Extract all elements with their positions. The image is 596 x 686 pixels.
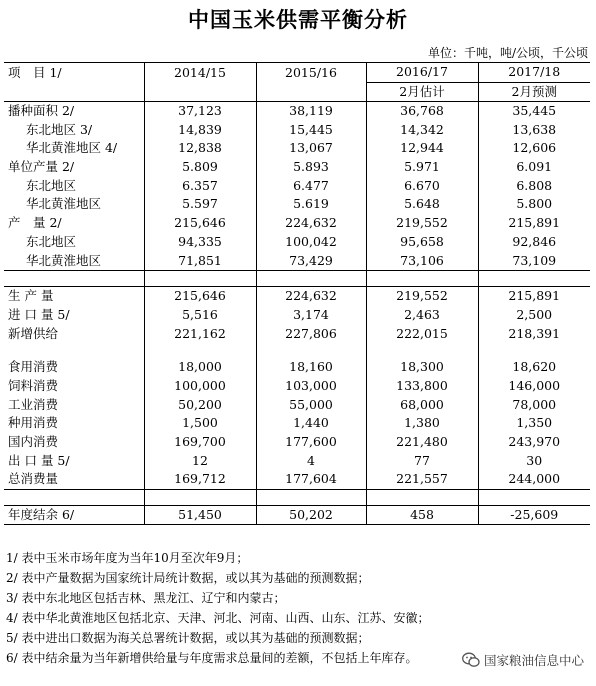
footnote: 4/ 表中华北黄淮地区包括北京、天津、河北、河南、山西、山东、江苏、安徽；	[6, 611, 430, 625]
units-label: 单位：千吨，吨/公顷，千公顷	[427, 46, 588, 60]
header-year: 2015/16	[256, 63, 366, 83]
row-label: 华北黄淮地区	[26, 196, 102, 212]
row-label: 产 量 2/	[8, 215, 62, 231]
footnote: 5/ 表中进出口数据为海关总署统计数据，或以其为基础的预测数据；	[6, 631, 370, 645]
row-label: 出 口 量 5/	[8, 452, 70, 468]
chat-bubble-icon	[462, 652, 480, 668]
header-item: 项 目 1/	[4, 63, 144, 83]
table-row: 食用消费 18,000 18,160 18,300 18,620	[4, 358, 590, 377]
table-row: 新增供给 221,162 227,806 222,015 218,391	[4, 324, 590, 343]
table-row: 东北地区 94,335 100,042 95,658 92,846	[4, 233, 590, 252]
table-row: 饲料消费 100,000 103,000 133,800 146,000	[4, 377, 590, 396]
row-label: 东北地区	[26, 233, 77, 249]
table-row: 华北黄淮地区 5.597 5.619 5.648 5.800	[4, 195, 590, 214]
spacer-row	[4, 343, 590, 358]
row-label: 种用消费	[8, 415, 59, 431]
row-label: 饲料消费	[8, 377, 59, 393]
table-row: 进 口 量 5/ 5,516 3,174 2,463 2,500	[4, 306, 590, 325]
row-label: 总消费量	[4, 470, 144, 489]
row-label: 国内消费	[8, 434, 59, 450]
footnote: 2/ 表中产量数据为国家统计局统计数据，或以其为基础的预测数据；	[6, 571, 370, 585]
table-row: 出 口 量 5/ 12 4 77 30	[4, 451, 590, 470]
table-row: 工业消费 50,200 55,000 68,000 78,000	[4, 395, 590, 414]
header-year: 2017/18	[478, 63, 590, 83]
footnotes	[6, 548, 430, 668]
header-sub-estimate: 2月估计	[366, 82, 478, 101]
header-subrow	[4, 82, 590, 101]
footnote: 6/ 表中结余量为当年新增供给量与年度需求总量间的差额，不包括上年库存。	[6, 651, 418, 665]
table-row: 东北地区 3/ 14,839 15,445 14,342 13,638	[4, 120, 590, 139]
watermark-text: 国家粮油信息中心	[483, 653, 584, 668]
header-sub-forecast: 2月预测	[478, 82, 590, 101]
table-row: 单位产量 2/ 5.809 5.893 5.971 6.091	[4, 158, 590, 177]
spacer-row	[4, 489, 590, 505]
spacer-row	[4, 270, 590, 286]
row-label: 东北地区 3/	[26, 121, 93, 137]
table-row: 总消费量 169,712 177,604 221,557 244,000	[4, 470, 590, 489]
header-row	[4, 63, 590, 83]
row-label: 新增供给	[8, 325, 59, 341]
corn-balance-table	[4, 62, 590, 525]
table-row: 年度结余 6/ 51,450 50,202 458 -25,609	[4, 505, 590, 525]
watermark	[460, 650, 586, 670]
footnote: 1/ 表中玉米市场年度为当年10月至次年9月；	[6, 551, 249, 565]
row-label: 华北黄淮地区 4/	[26, 140, 118, 156]
page-title: 中国玉米供需平衡分析	[188, 8, 408, 32]
table-row: 产 量 2/ 215,646 224,632 219,552 215,891	[4, 214, 590, 233]
row-label: 年度结余 6/	[4, 505, 144, 525]
row-label: 播种面积 2/	[8, 103, 75, 119]
row-label: 工业消费	[8, 396, 59, 412]
header-year: 2016/17	[366, 63, 478, 83]
row-label: 生 产 量	[8, 288, 54, 304]
row-label: 食用消费	[8, 359, 59, 375]
row-label: 华北黄淮地区	[4, 251, 144, 270]
row-label: 单位产量 2/	[8, 159, 75, 175]
table-row: 生 产 量 215,646 224,632 219,552 215,891	[4, 286, 590, 305]
table-row: 东北地区 6.357 6.477 6.670 6.808	[4, 176, 590, 195]
table-row: 播种面积 2/ 37,123 38,119 36,768 35,445	[4, 101, 590, 120]
row-label: 东北地区	[26, 177, 77, 193]
row-label: 进 口 量 5/	[8, 306, 70, 322]
table-row: 华北黄淮地区 71,851 73,429 73,106 73,109	[4, 251, 590, 270]
footnote: 3/ 表中东北地区包括吉林、黑龙江、辽宁和内蒙古；	[6, 591, 286, 605]
table-row: 国内消费 169,700 177,600 221,480 243,970	[4, 433, 590, 452]
table-row: 种用消费 1,500 1,440 1,380 1,350	[4, 414, 590, 433]
header-year: 2014/15	[144, 63, 256, 83]
table-row: 华北黄淮地区 4/ 12,838 13,067 12,944 12,606	[4, 139, 590, 158]
